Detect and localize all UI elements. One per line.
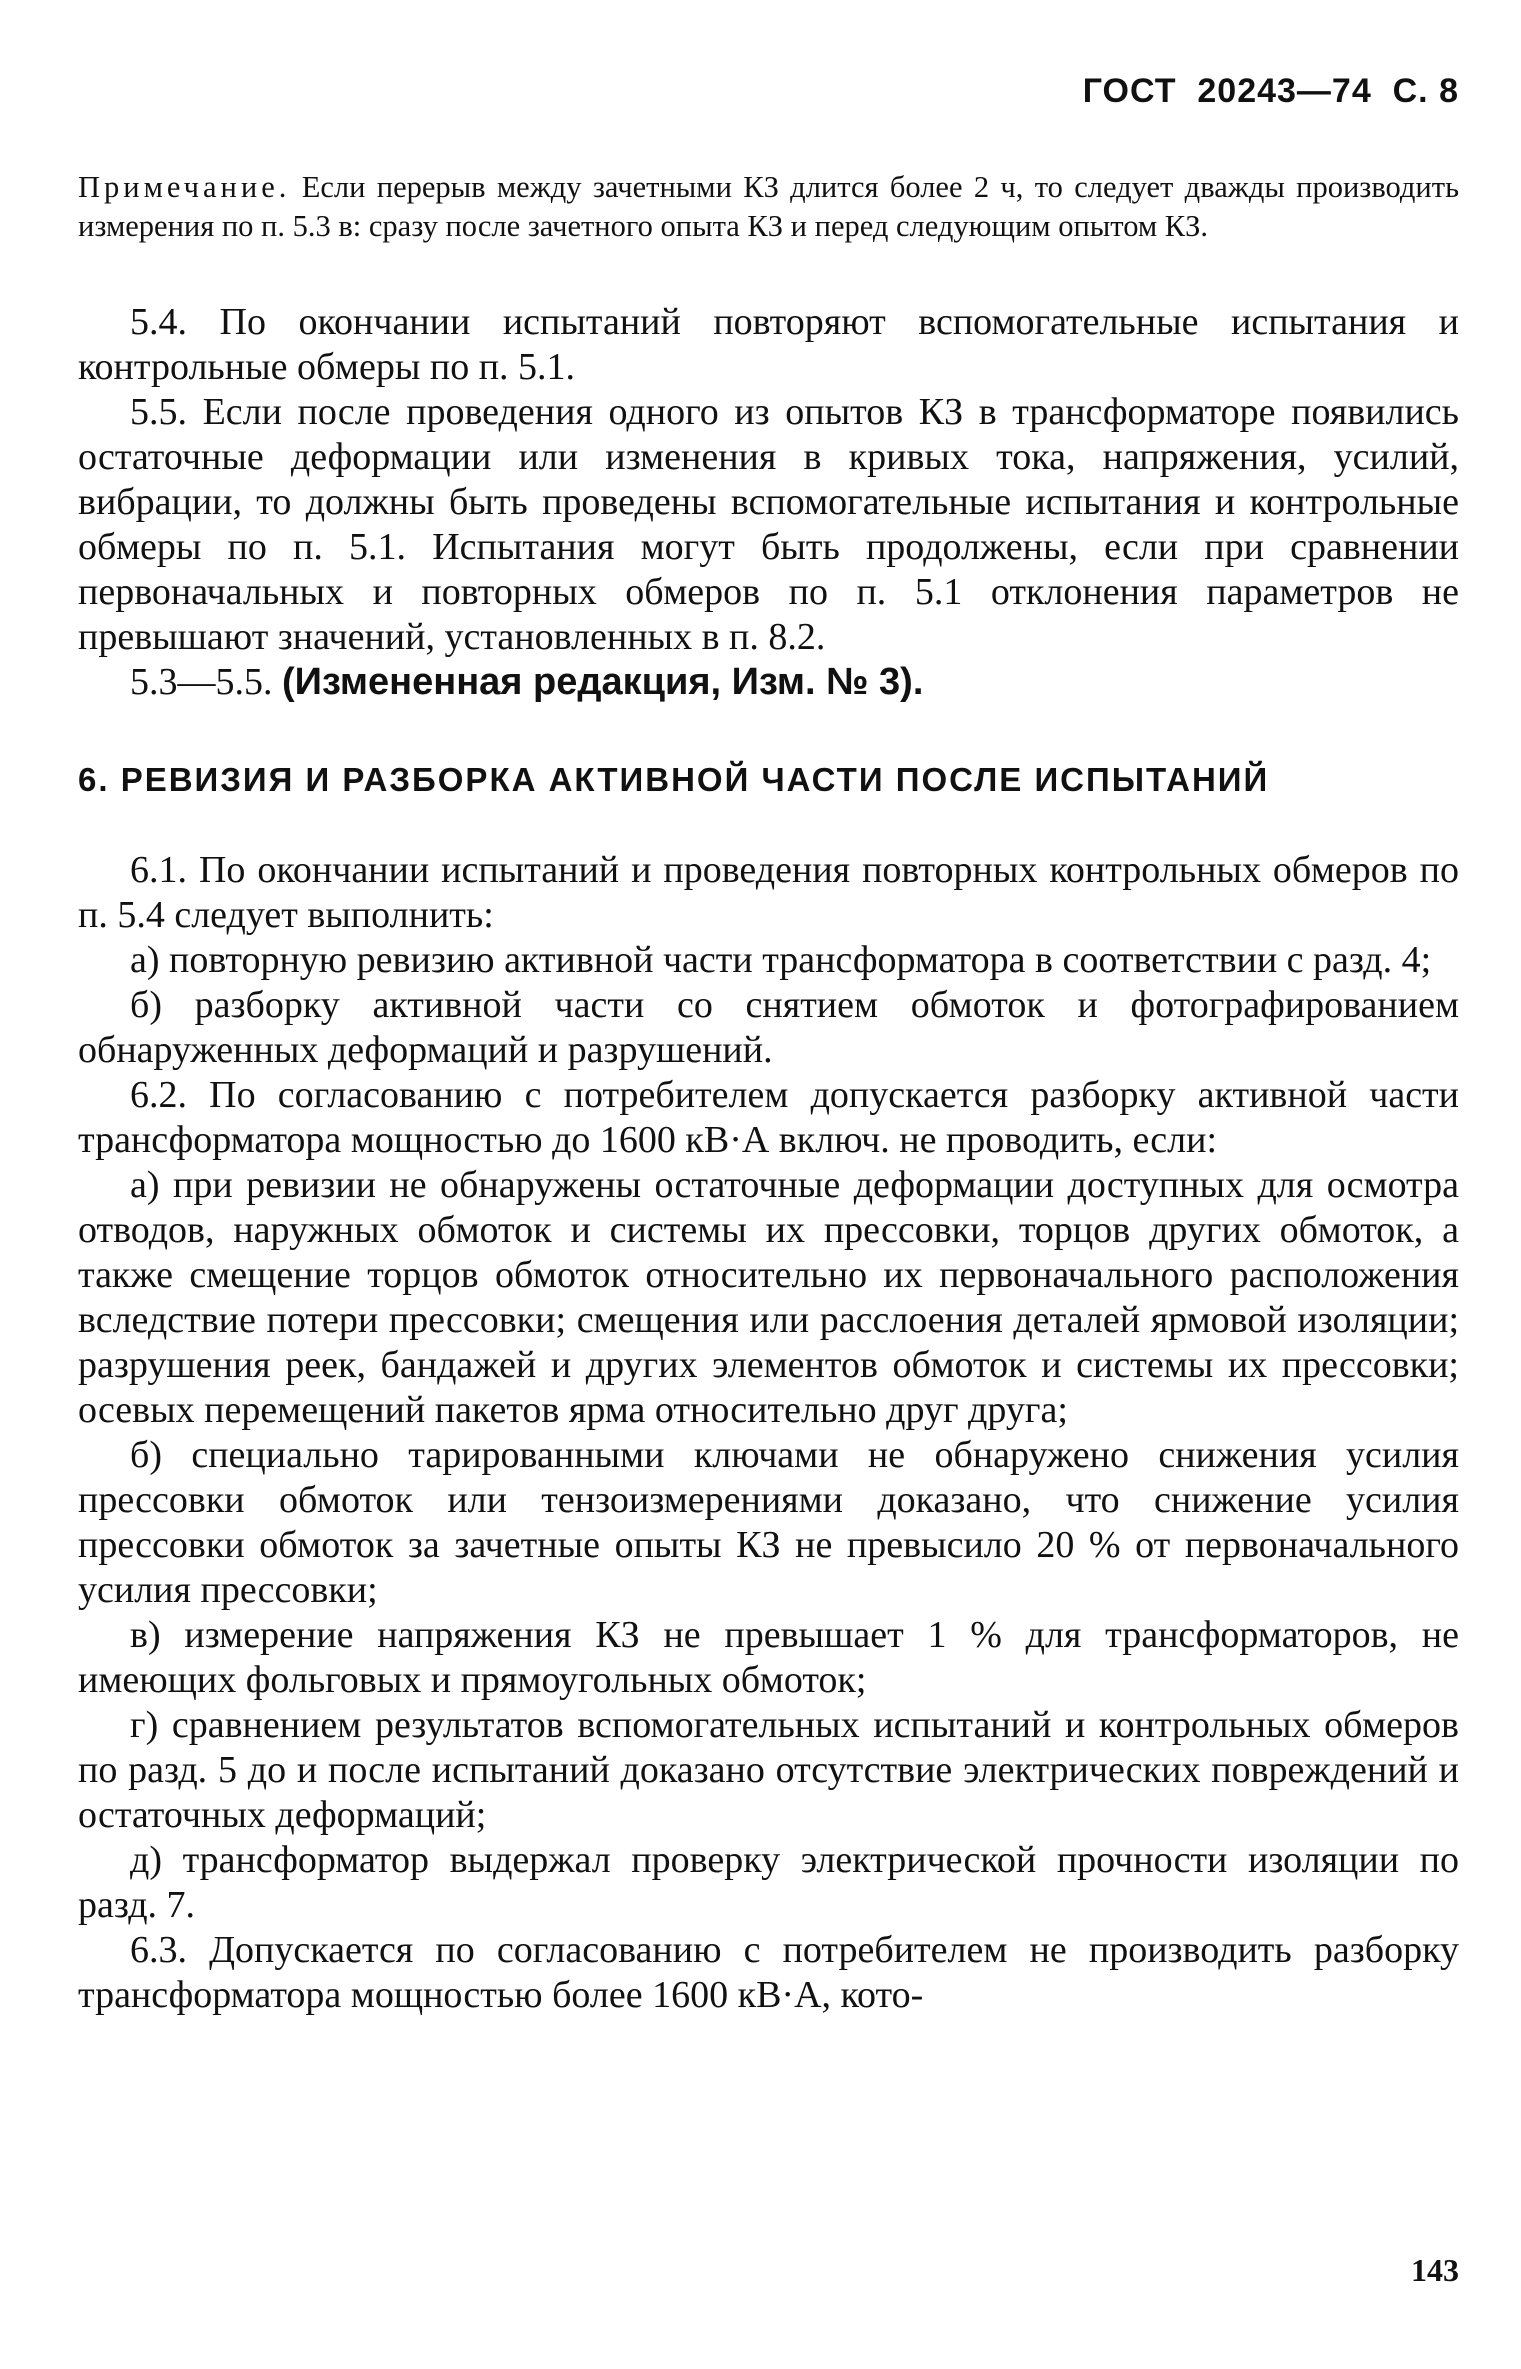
- note-block: [78, 168, 1459, 246]
- amendment-note: [78, 660, 1459, 705]
- paragraph-6-2: 6.2. По согласованию с потребителем допускается разборку активной части трансформатора мощностью до 1600 кВ·А включ. не проводить, если:: [78, 1074, 1459, 1161]
- note-label: Примечание.: [78, 170, 291, 204]
- paragraph-6-2-b: б) специально тарированными ключами не обнаружено снижения усилия прессовки обмоток или тензоизмерениями доказано, что снижение усилия прессовки обмоток за зачетные опыты КЗ не превысило 20 % от первоначального усилия прессовки;: [78, 1434, 1459, 1611]
- paragraph-6-2-v: в) измерение напряжения КЗ не превышает 1 % для трансформаторов, не имеющих фольговых и прямоугольных обмоток;: [78, 1614, 1459, 1701]
- page-number: 143: [1411, 2252, 1459, 2288]
- document-body: [78, 300, 1459, 2018]
- section-heading: 6. РЕВИЗИЯ И РАЗБОРКА АКТИВНОЙ ЧАСТИ ПОСЛЕ ИСПЫТАНИЙ: [78, 761, 1270, 798]
- paragraph-6-2-d: д) трансформатор выдержал проверку электрической прочности изоляции по разд. 7.: [78, 1839, 1459, 1926]
- amendment-prefix: 5.3—5.5.: [130, 661, 282, 703]
- amendment-bold: (Измененная редакция, Изм. № 3).: [282, 661, 924, 703]
- paragraph-6-2-a: а) при ревизии не обнаружены остаточные деформации доступных для осмотра отводов, наружных обмоток и системы их прессовки, торцов других обмоток, а также смещение торцов обмоток относительно их первоначального расположения вследствие потери прессовки; смещения или расслоения деталей ярмовой изоляции; разрушения реек, бандажей и других элементов обмоток и системы их прессовки; осевых перемещений пакетов ярма относительно друг друга;: [78, 1164, 1459, 1431]
- paragraph-6-1: 6.1. По окончании испытаний и проведения повторных контрольных обмеров по п. 5.4 следует выполнить:: [78, 849, 1459, 936]
- paragraph-5-4: 5.4. По окончании испытаний повторяют вспомогательные испытания и контрольные обмеры по п. 5.1.: [78, 301, 1459, 388]
- paragraph-5-5: 5.5. Если после проведения одного из опытов КЗ в трансформаторе появились остаточные деформации или изменения в кривых тока, напряжения, усилий, вибрации, то должны быть проведены вспомогательные испытания и контрольные обмеры по п. 5.1. Испытания могут быть продолжены, если при сравнении первоначальных и повторных обмеров по п. 5.1 отклонения параметров не превышают значений, установленных в п. 8.2.: [78, 391, 1459, 658]
- paragraph-6-3: 6.3. Допускается по согласованию с потребителем не производить разборку трансформатора мощностью более 1600 кВ·А, кото-: [78, 1929, 1459, 2016]
- paragraph-6-2-g: г) сравнением результатов вспомогательных испытаний и контрольных обмеров по разд. 5 до и после испытаний доказано отсутствие электрических повреждений и остаточных деформаций;: [78, 1704, 1459, 1836]
- note-text: Если перерыв между зачетными КЗ длится более 2 ч, то следует дважды производить измерения по п. 5.3 в: сразу после зачетного опыта КЗ и перед следующим опытом КЗ.: [78, 170, 1459, 243]
- page-header: ГОСТ 20243—74 С. 8: [1082, 72, 1459, 110]
- paragraph-6-1-b: б) разборку активной части со снятием обмоток и фотографированием обнаруженных деформаций и разрушений.: [78, 984, 1459, 1071]
- paragraph-6-1-a: а) повторную ревизию активной части трансформатора в соответствии с разд. 4;: [130, 939, 1432, 981]
